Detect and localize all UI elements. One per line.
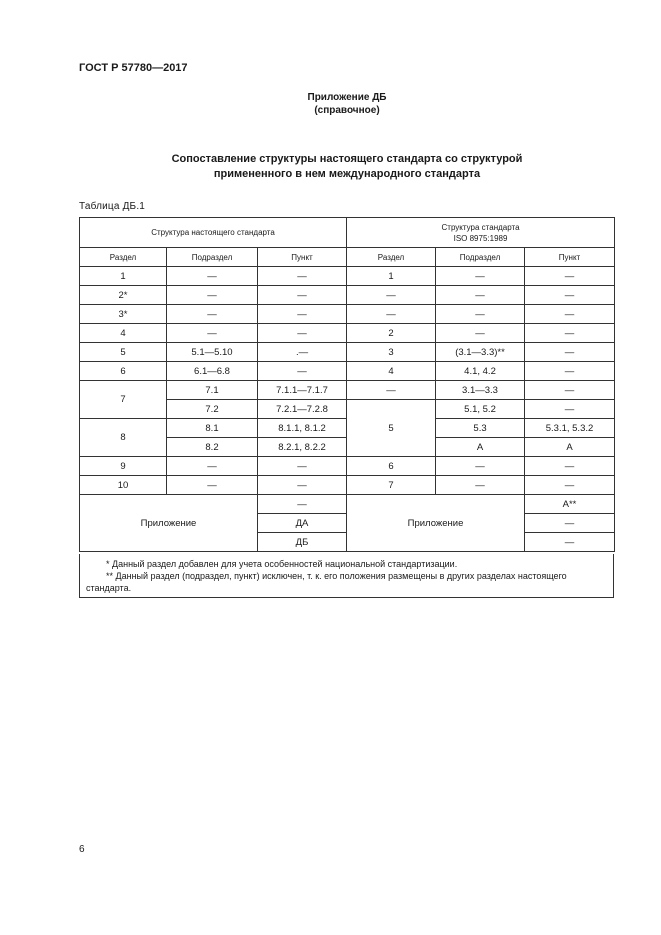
table-cell: — <box>436 324 525 343</box>
table-cell: 8 <box>80 419 167 457</box>
table-cell: — <box>258 476 347 495</box>
annex-title-line: Приложение ДБ <box>307 92 387 103</box>
table-cell: 8.1.1, 8.1.2 <box>258 419 347 438</box>
table-cell: 6.1—6.8 <box>167 362 258 381</box>
table-cell: — <box>525 305 615 324</box>
appendix-item: — <box>525 514 615 533</box>
heading-line-2: примененного в нем международного стандарта <box>213 168 481 180</box>
group-header-iso-line-1: Структура стандарта <box>441 222 520 232</box>
table-row <box>80 267 615 286</box>
table-cell: 3* <box>80 305 167 324</box>
table-cell: — <box>167 476 258 495</box>
table-cell: — <box>347 286 436 305</box>
table-cell: — <box>525 267 615 286</box>
table-cell: — <box>525 400 615 419</box>
table-cell: 1 <box>80 267 167 286</box>
table-cell: — <box>436 305 525 324</box>
table-cell: 5.1—5.10 <box>167 343 258 362</box>
table-cell: — <box>525 457 615 476</box>
table-cell: 7 <box>347 476 436 495</box>
table-row <box>80 457 615 476</box>
group-header-national: Структура настоящего стандарта <box>80 218 347 248</box>
table-cell: 8.1 <box>167 419 258 438</box>
table-cell: 5.1, 5.2 <box>436 400 525 419</box>
table-cell: — <box>436 267 525 286</box>
column-header: Раздел <box>347 248 436 267</box>
table-cell: — <box>167 286 258 305</box>
table-cell: — <box>525 324 615 343</box>
table-cell: 8.2.1, 8.2.2 <box>258 438 347 457</box>
table-cell: А <box>436 438 525 457</box>
note-1: * Данный раздел добавлен для учета особенностей национальной стандартизации. <box>106 559 458 569</box>
table-cell: — <box>167 457 258 476</box>
table-cell: 10 <box>80 476 167 495</box>
table-caption: Таблица ДБ.1 <box>79 201 146 212</box>
column-header: Пункт <box>525 248 615 267</box>
table-cell: 2 <box>347 324 436 343</box>
table-cell: — <box>525 362 615 381</box>
table-notes <box>79 554 614 598</box>
table-cell: — <box>525 381 615 400</box>
table-cell: 7.2 <box>167 400 258 419</box>
table-cell: — <box>436 476 525 495</box>
table-cell: — <box>167 267 258 286</box>
appendix-item: ДА <box>258 514 347 533</box>
table-row <box>80 286 615 305</box>
table-row <box>80 305 615 324</box>
table-cell: — <box>258 305 347 324</box>
table-cell: — <box>525 343 615 362</box>
note-2: ** Данный раздел (подраздел, пункт) исключен, т. к. его положения размещены в других разделах настоящего стандарта. <box>86 571 567 593</box>
table-cell: 9 <box>80 457 167 476</box>
column-header: Подраздел <box>436 248 525 267</box>
table-cell: 4 <box>80 324 167 343</box>
table-cell: — <box>347 305 436 324</box>
table-cell: — <box>258 362 347 381</box>
table-cell: — <box>525 286 615 305</box>
column-header-row <box>80 248 615 267</box>
group-header-iso-line-2: ISO 8975:1989 <box>453 233 508 243</box>
table-cell: — <box>167 305 258 324</box>
column-header: Подраздел <box>167 248 258 267</box>
appendix-label-national: Приложение <box>80 495 258 552</box>
appendix-item: — <box>525 533 615 552</box>
document-heading <box>80 152 614 182</box>
table-cell: — <box>436 286 525 305</box>
table-cell: 7.2.1—7.2.8 <box>258 400 347 419</box>
column-header: Пункт <box>258 248 347 267</box>
annex-title <box>80 91 614 117</box>
table-cell: — <box>525 476 615 495</box>
table-row <box>80 324 615 343</box>
table-cell: — <box>258 286 347 305</box>
table-cell: 7.1 <box>167 381 258 400</box>
column-header: Раздел <box>80 248 167 267</box>
table-cell: — <box>258 457 347 476</box>
standard-code: ГОСТ Р 57780—2017 <box>79 62 188 74</box>
table-cell: 7.1.1—7.1.7 <box>258 381 347 400</box>
table-cell: 7 <box>80 381 167 419</box>
table-cell: 6 <box>347 457 436 476</box>
table-cell: 3.1—3.3 <box>436 381 525 400</box>
table-cell: 4.1, 4.2 <box>436 362 525 381</box>
table-cell: — <box>258 267 347 286</box>
table-cell: 1 <box>347 267 436 286</box>
table-row <box>80 476 615 495</box>
table-cell: 4 <box>347 362 436 381</box>
group-header-row <box>80 218 615 248</box>
annex-subtitle: (справочное) <box>314 105 380 116</box>
appendix-item: ДБ <box>258 533 347 552</box>
appendix-label-iso: Приложение <box>347 495 525 552</box>
table-cell: — <box>347 381 436 400</box>
table-cell: 5.3.1, 5.3.2 <box>525 419 615 438</box>
table-cell: 5 <box>80 343 167 362</box>
group-header-iso <box>347 218 615 248</box>
table-cell: 5.3 <box>436 419 525 438</box>
table-cell: 5 <box>347 400 436 457</box>
table-cell: 2* <box>80 286 167 305</box>
page-number: 6 <box>79 844 85 855</box>
table-cell: — <box>436 457 525 476</box>
heading-line-1: Сопоставление структуры настоящего стандарта со структурой <box>171 153 523 165</box>
table-cell: — <box>258 324 347 343</box>
table-row <box>80 362 615 381</box>
table-cell: 3 <box>347 343 436 362</box>
table-cell: 6 <box>80 362 167 381</box>
table-cell: А <box>525 438 615 457</box>
structure-comparison-table <box>79 217 615 552</box>
table-row <box>80 343 615 362</box>
appendix-item: А** <box>525 495 615 514</box>
appendix-item: — <box>258 495 347 514</box>
table-cell: .— <box>258 343 347 362</box>
table-cell: 8.2 <box>167 438 258 457</box>
table-cell: (3.1—3.3)** <box>436 343 525 362</box>
table-row <box>80 381 615 400</box>
table-cell: — <box>167 324 258 343</box>
appendix-row <box>80 495 615 514</box>
